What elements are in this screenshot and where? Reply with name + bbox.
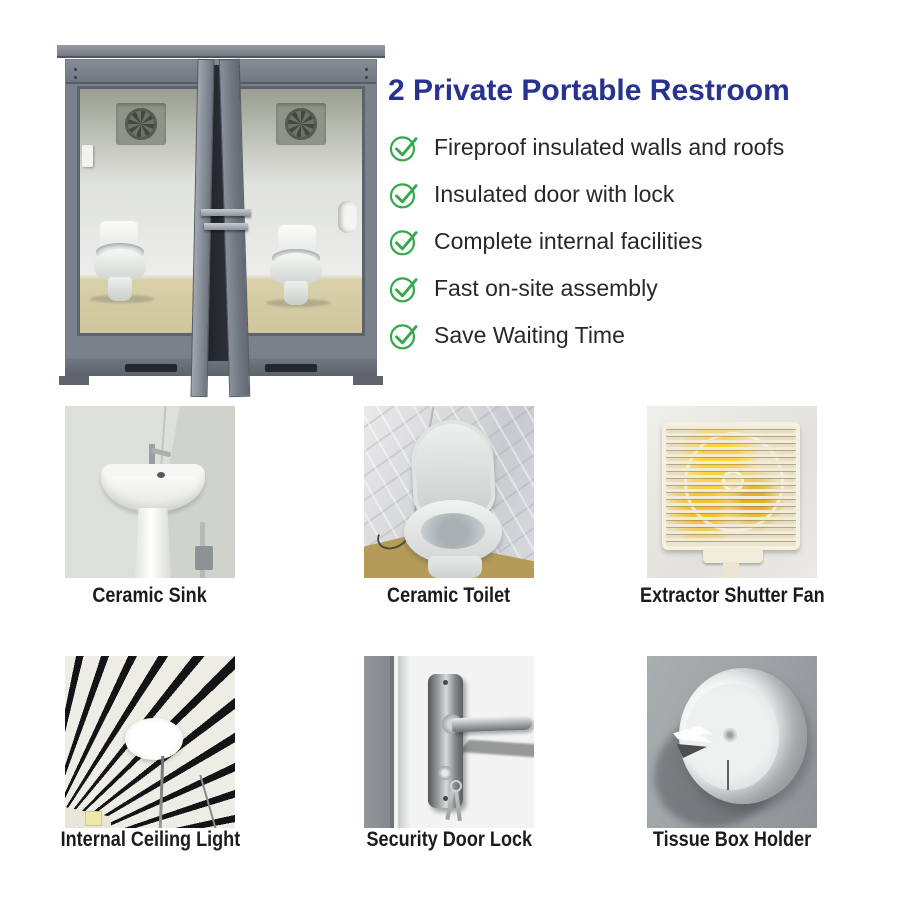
toilet-right (270, 209, 324, 309)
restroom-foot (59, 376, 89, 385)
feature-bullet (388, 226, 886, 257)
ceiling-light (125, 718, 183, 760)
toilet-left (94, 209, 148, 305)
bullet-label: Fast on-site assembly (434, 275, 658, 301)
feature-bullet (388, 132, 886, 163)
check-circle-icon (388, 178, 422, 212)
paper-roll (338, 201, 357, 233)
feature-caption: Ceramic Toilet (387, 584, 511, 607)
hero-info (388, 74, 886, 367)
sink-pedestal (135, 508, 171, 578)
toilet-seat (404, 500, 502, 564)
restroom-foot (353, 376, 383, 385)
restroom-base (65, 359, 377, 376)
double-portable-restroom-photo (55, 45, 387, 397)
ceramic-sink-photo (65, 406, 235, 578)
feature-caption: Ceramic Sink (92, 584, 208, 607)
feature-caption: Security Door Lock (366, 828, 532, 851)
restroom-roof (57, 45, 385, 58)
security-door-lock-photo (364, 656, 534, 828)
extractor-shutter-fan-photo (647, 406, 817, 578)
soap-dispenser (82, 145, 93, 167)
check-circle-icon (388, 272, 422, 306)
feature-caption: Extractor Shutter Fan (639, 584, 825, 607)
feature-caption: Internal Ceiling Light (60, 828, 240, 851)
sink-basin (101, 464, 205, 512)
bullet-label: Complete internal facilities (434, 228, 703, 254)
door-handle (452, 716, 532, 733)
check-circle-icon (388, 225, 422, 259)
ceramic-toilet-photo (364, 406, 534, 578)
restroom-left-stall (77, 86, 205, 336)
ventilation-fan-icon (116, 103, 166, 145)
feature-bullet (388, 273, 886, 304)
fan-frame (662, 422, 800, 550)
bullet-label: Fireproof insulated walls and roofs (434, 134, 785, 160)
keys (450, 780, 462, 792)
restroom-right-stall (237, 86, 365, 336)
feature-caption: Tissue Box Holder (652, 828, 812, 851)
keyhole (438, 766, 452, 780)
ventilation-fan-icon (276, 103, 326, 145)
page-title: 2 Private Portable Restroom (388, 74, 790, 107)
bullet-label: Insulated door with lock (434, 181, 675, 207)
tissue-box-holder-photo (647, 656, 817, 828)
feature-bullet (388, 179, 886, 210)
internal-ceiling-light-photo (65, 656, 235, 828)
check-circle-icon (388, 319, 422, 353)
check-circle-icon (388, 131, 422, 165)
feature-bullet (388, 320, 886, 351)
door-latch-hardware (204, 223, 248, 230)
door-latch-hardware (201, 209, 251, 216)
bullet-label: Save Waiting Time (434, 322, 625, 348)
